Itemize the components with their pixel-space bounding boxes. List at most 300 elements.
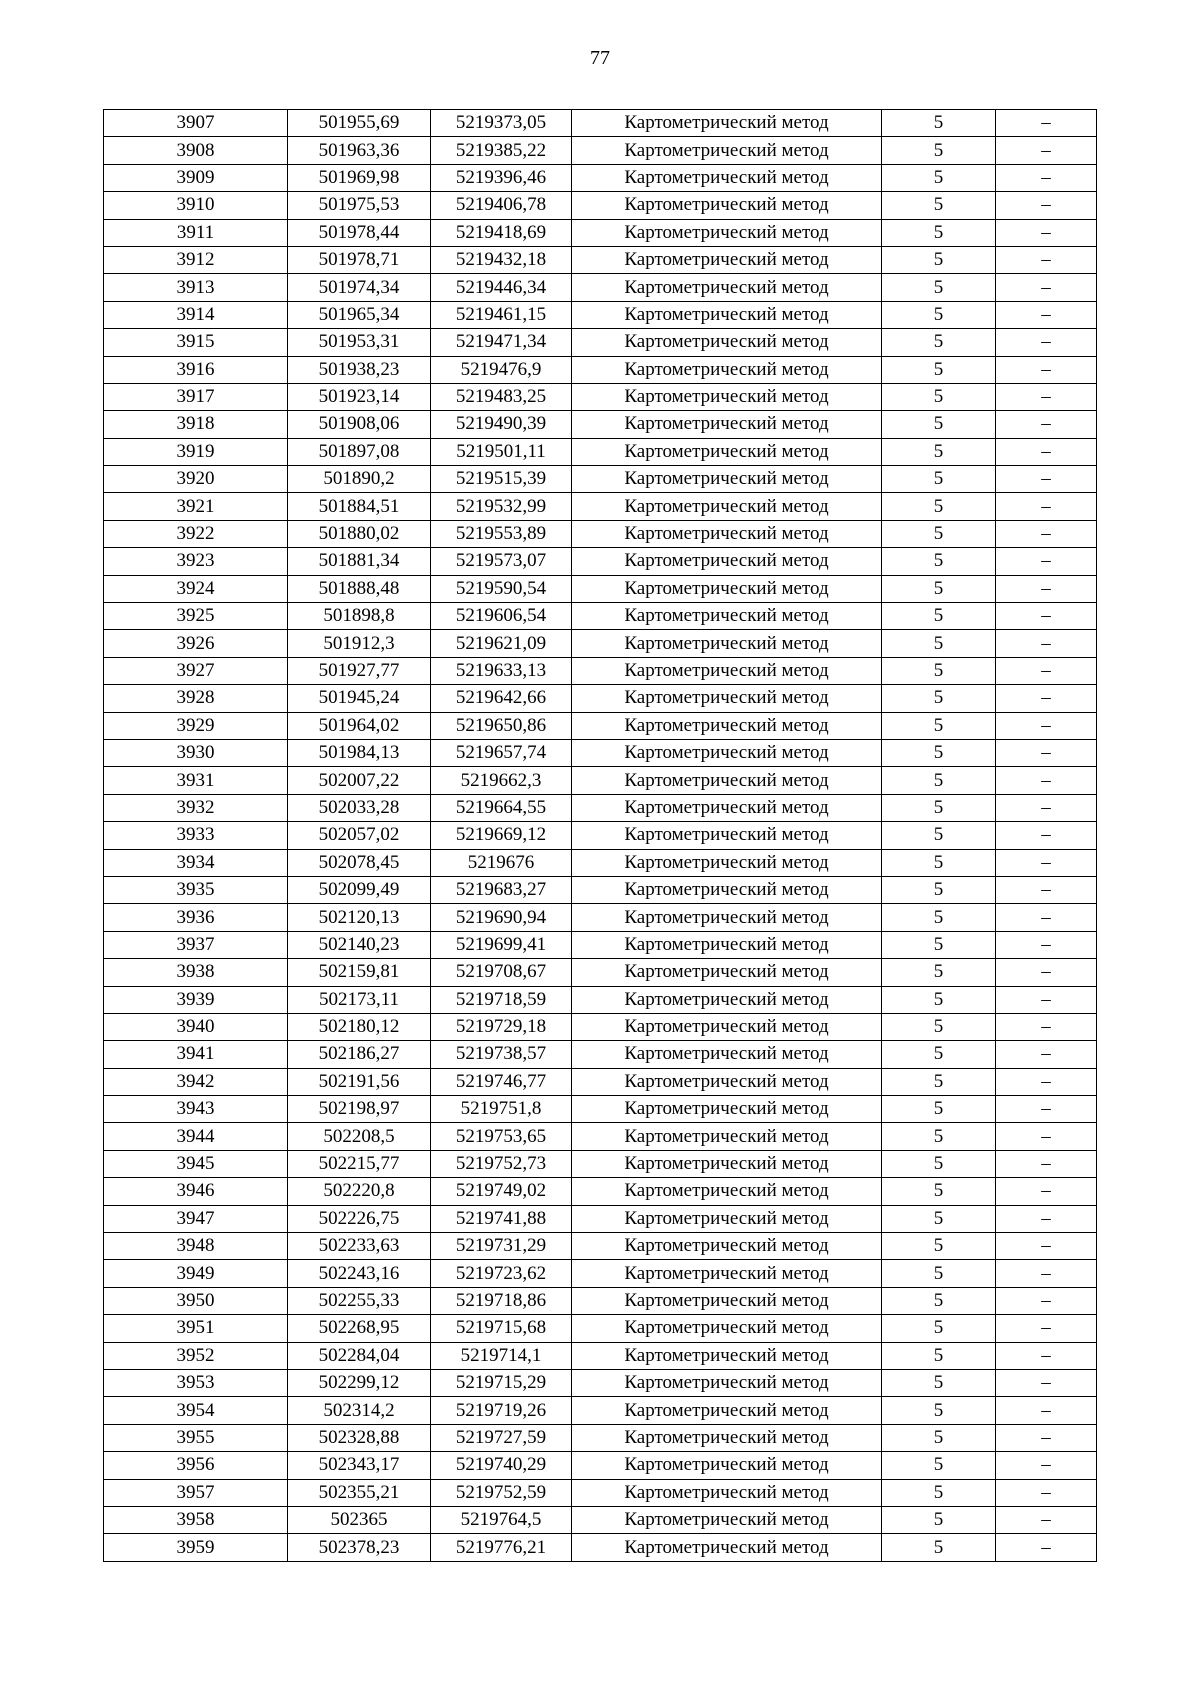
table-row <box>104 849 1097 876</box>
note-cell: – <box>996 411 1097 438</box>
accuracy-cell: 5 <box>882 1123 996 1150</box>
x-coordinate-cell: 501881,34 <box>288 548 431 575</box>
table-row <box>104 1041 1097 1068</box>
note-cell: – <box>996 301 1097 328</box>
method-cell: Картометрический метод <box>572 383 882 410</box>
method-cell: Картометрический метод <box>572 1342 882 1369</box>
y-coordinate-cell: 5219662,3 <box>431 767 572 794</box>
note-cell: – <box>996 575 1097 602</box>
table-row <box>104 1479 1097 1506</box>
note-cell: – <box>996 1260 1097 1287</box>
table-row <box>104 959 1097 986</box>
y-coordinate-cell: 5219590,54 <box>431 575 572 602</box>
accuracy-cell: 5 <box>882 739 996 766</box>
accuracy-cell: 5 <box>882 1041 996 1068</box>
y-coordinate-cell: 5219573,07 <box>431 548 572 575</box>
note-cell: – <box>996 1342 1097 1369</box>
x-coordinate-cell: 502186,27 <box>288 1041 431 1068</box>
x-coordinate-cell: 502220,8 <box>288 1178 431 1205</box>
accuracy-cell: 5 <box>882 1068 996 1095</box>
x-coordinate-cell: 501955,69 <box>288 110 431 137</box>
x-coordinate-cell: 501912,3 <box>288 630 431 657</box>
x-coordinate-cell: 502140,23 <box>288 931 431 958</box>
table-row <box>104 1342 1097 1369</box>
point-number-cell: 3921 <box>104 493 288 520</box>
y-coordinate-cell: 5219446,34 <box>431 274 572 301</box>
x-coordinate-cell: 501898,8 <box>288 603 431 630</box>
method-cell: Картометрический метод <box>572 1534 882 1561</box>
x-coordinate-cell: 502355,21 <box>288 1479 431 1506</box>
y-coordinate-cell: 5219718,86 <box>431 1287 572 1314</box>
table-row <box>104 329 1097 356</box>
y-coordinate-cell: 5219532,99 <box>431 493 572 520</box>
y-coordinate-cell: 5219490,39 <box>431 411 572 438</box>
method-cell: Картометрический метод <box>572 1260 882 1287</box>
point-number-cell: 3919 <box>104 438 288 465</box>
table-row <box>104 1013 1097 1040</box>
note-cell: – <box>996 712 1097 739</box>
y-coordinate-cell: 5219752,59 <box>431 1479 572 1506</box>
point-number-cell: 3954 <box>104 1397 288 1424</box>
table-row <box>104 1205 1097 1232</box>
point-number-cell: 3923 <box>104 548 288 575</box>
point-number-cell: 3926 <box>104 630 288 657</box>
table-row <box>104 110 1097 137</box>
method-cell: Картометрический метод <box>572 904 882 931</box>
note-cell: – <box>996 603 1097 630</box>
y-coordinate-cell: 5219553,89 <box>431 520 572 547</box>
point-number-cell: 3947 <box>104 1205 288 1232</box>
table-row <box>104 356 1097 383</box>
table-row <box>104 520 1097 547</box>
note-cell: – <box>996 493 1097 520</box>
point-number-cell: 3908 <box>104 137 288 164</box>
x-coordinate-cell: 501953,31 <box>288 329 431 356</box>
accuracy-cell: 5 <box>882 657 996 684</box>
table-row <box>104 1397 1097 1424</box>
x-coordinate-cell: 501938,23 <box>288 356 431 383</box>
y-coordinate-cell: 5219714,1 <box>431 1342 572 1369</box>
accuracy-cell: 5 <box>882 1287 996 1314</box>
note-cell: – <box>996 329 1097 356</box>
point-number-cell: 3933 <box>104 822 288 849</box>
table-row <box>104 1123 1097 1150</box>
note-cell: – <box>996 657 1097 684</box>
accuracy-cell: 5 <box>882 411 996 438</box>
y-coordinate-cell: 5219776,21 <box>431 1534 572 1561</box>
y-coordinate-cell: 5219396,46 <box>431 164 572 191</box>
y-coordinate-cell: 5219729,18 <box>431 1013 572 1040</box>
accuracy-cell: 5 <box>882 1178 996 1205</box>
method-cell: Картометрический метод <box>572 1041 882 1068</box>
method-cell: Картометрический метод <box>572 630 882 657</box>
x-coordinate-cell: 502226,75 <box>288 1205 431 1232</box>
note-cell: – <box>996 1205 1097 1232</box>
note-cell: – <box>996 1452 1097 1479</box>
x-coordinate-cell: 501890,2 <box>288 466 431 493</box>
y-coordinate-cell: 5219715,29 <box>431 1369 572 1396</box>
method-cell: Картометрический метод <box>572 1123 882 1150</box>
note-cell: – <box>996 356 1097 383</box>
method-cell: Картометрический метод <box>572 1315 882 1342</box>
accuracy-cell: 5 <box>882 1397 996 1424</box>
accuracy-cell: 5 <box>882 767 996 794</box>
note-cell: – <box>996 931 1097 958</box>
note-cell: – <box>996 1123 1097 1150</box>
y-coordinate-cell: 5219483,25 <box>431 383 572 410</box>
note-cell: – <box>996 1096 1097 1123</box>
y-coordinate-cell: 5219676 <box>431 849 572 876</box>
accuracy-cell: 5 <box>882 959 996 986</box>
x-coordinate-cell: 502078,45 <box>288 849 431 876</box>
x-coordinate-cell: 502191,56 <box>288 1068 431 1095</box>
point-number-cell: 3958 <box>104 1506 288 1533</box>
method-cell: Картометрический метод <box>572 959 882 986</box>
table-row <box>104 301 1097 328</box>
note-cell: – <box>996 1479 1097 1506</box>
y-coordinate-cell: 5219515,39 <box>431 466 572 493</box>
y-coordinate-cell: 5219669,12 <box>431 822 572 849</box>
point-number-cell: 3952 <box>104 1342 288 1369</box>
x-coordinate-cell: 501965,34 <box>288 301 431 328</box>
accuracy-cell: 5 <box>882 575 996 602</box>
note-cell: – <box>996 137 1097 164</box>
y-coordinate-cell: 5219723,62 <box>431 1260 572 1287</box>
table-body <box>104 110 1097 1562</box>
accuracy-cell: 5 <box>882 164 996 191</box>
note-cell: – <box>996 1424 1097 1451</box>
table-row <box>104 1369 1097 1396</box>
point-number-cell: 3941 <box>104 1041 288 1068</box>
point-number-cell: 3929 <box>104 712 288 739</box>
x-coordinate-cell: 502159,81 <box>288 959 431 986</box>
y-coordinate-cell: 5219731,29 <box>431 1233 572 1260</box>
point-number-cell: 3945 <box>104 1150 288 1177</box>
x-coordinate-cell: 501880,02 <box>288 520 431 547</box>
accuracy-cell: 5 <box>882 1369 996 1396</box>
y-coordinate-cell: 5219418,69 <box>431 219 572 246</box>
accuracy-cell: 5 <box>882 1424 996 1451</box>
y-coordinate-cell: 5219741,88 <box>431 1205 572 1232</box>
accuracy-cell: 5 <box>882 685 996 712</box>
method-cell: Картометрический метод <box>572 1178 882 1205</box>
note-cell: – <box>996 466 1097 493</box>
x-coordinate-cell: 501897,08 <box>288 438 431 465</box>
x-coordinate-cell: 502299,12 <box>288 1369 431 1396</box>
point-number-cell: 3951 <box>104 1315 288 1342</box>
accuracy-cell: 5 <box>882 1534 996 1561</box>
x-coordinate-cell: 501908,06 <box>288 411 431 438</box>
y-coordinate-cell: 5219752,73 <box>431 1150 572 1177</box>
method-cell: Картометрический метод <box>572 246 882 273</box>
point-number-cell: 3909 <box>104 164 288 191</box>
y-coordinate-cell: 5219751,8 <box>431 1096 572 1123</box>
point-number-cell: 3959 <box>104 1534 288 1561</box>
y-coordinate-cell: 5219683,27 <box>431 876 572 903</box>
point-number-cell: 3920 <box>104 466 288 493</box>
x-coordinate-cell: 502033,28 <box>288 794 431 821</box>
y-coordinate-cell: 5219476,9 <box>431 356 572 383</box>
point-number-cell: 3931 <box>104 767 288 794</box>
table-row <box>104 438 1097 465</box>
y-coordinate-cell: 5219664,55 <box>431 794 572 821</box>
note-cell: – <box>996 383 1097 410</box>
y-coordinate-cell: 5219727,59 <box>431 1424 572 1451</box>
method-cell: Картометрический метод <box>572 1233 882 1260</box>
method-cell: Картометрический метод <box>572 767 882 794</box>
method-cell: Картометрический метод <box>572 1424 882 1451</box>
accuracy-cell: 5 <box>882 904 996 931</box>
point-number-cell: 3939 <box>104 986 288 1013</box>
coordinates-table <box>103 109 1097 1562</box>
method-cell: Картометрический метод <box>572 876 882 903</box>
table-row <box>104 794 1097 821</box>
method-cell: Картометрический метод <box>572 1506 882 1533</box>
table-row <box>104 137 1097 164</box>
point-number-cell: 3953 <box>104 1369 288 1396</box>
accuracy-cell: 5 <box>882 931 996 958</box>
x-coordinate-cell: 502255,33 <box>288 1287 431 1314</box>
y-coordinate-cell: 5219621,09 <box>431 630 572 657</box>
method-cell: Картометрический метод <box>572 1205 882 1232</box>
y-coordinate-cell: 5219606,54 <box>431 603 572 630</box>
accuracy-cell: 5 <box>882 219 996 246</box>
point-number-cell: 3943 <box>104 1096 288 1123</box>
x-coordinate-cell: 501978,71 <box>288 246 431 273</box>
accuracy-cell: 5 <box>882 356 996 383</box>
method-cell: Картометрический метод <box>572 1397 882 1424</box>
method-cell: Картометрический метод <box>572 794 882 821</box>
table-row <box>104 493 1097 520</box>
method-cell: Картометрический метод <box>572 301 882 328</box>
method-cell: Картометрический метод <box>572 849 882 876</box>
method-cell: Картометрический метод <box>572 520 882 547</box>
y-coordinate-cell: 5219708,67 <box>431 959 572 986</box>
y-coordinate-cell: 5219746,77 <box>431 1068 572 1095</box>
x-coordinate-cell: 502198,97 <box>288 1096 431 1123</box>
note-cell: – <box>996 438 1097 465</box>
accuracy-cell: 5 <box>882 548 996 575</box>
point-number-cell: 3922 <box>104 520 288 547</box>
method-cell: Картометрический метод <box>572 712 882 739</box>
point-number-cell: 3956 <box>104 1452 288 1479</box>
point-number-cell: 3913 <box>104 274 288 301</box>
table-row <box>104 383 1097 410</box>
method-cell: Картометрический метод <box>572 1150 882 1177</box>
method-cell: Картометрический метод <box>572 739 882 766</box>
x-coordinate-cell: 501923,14 <box>288 383 431 410</box>
table-row <box>104 630 1097 657</box>
method-cell: Картометрический метод <box>572 1369 882 1396</box>
accuracy-cell: 5 <box>882 1013 996 1040</box>
method-cell: Картометрический метод <box>572 986 882 1013</box>
accuracy-cell: 5 <box>882 712 996 739</box>
point-number-cell: 3940 <box>104 1013 288 1040</box>
x-coordinate-cell: 501964,02 <box>288 712 431 739</box>
note-cell: – <box>996 822 1097 849</box>
table-row <box>104 876 1097 903</box>
table-row <box>104 164 1097 191</box>
y-coordinate-cell: 5219633,13 <box>431 657 572 684</box>
note-cell: – <box>996 548 1097 575</box>
accuracy-cell: 5 <box>882 383 996 410</box>
point-number-cell: 3911 <box>104 219 288 246</box>
note-cell: – <box>996 794 1097 821</box>
y-coordinate-cell: 5219690,94 <box>431 904 572 931</box>
note-cell: – <box>996 192 1097 219</box>
accuracy-cell: 5 <box>882 1315 996 1342</box>
table-row <box>104 219 1097 246</box>
note-cell: – <box>996 986 1097 1013</box>
x-coordinate-cell: 502215,77 <box>288 1150 431 1177</box>
accuracy-cell: 5 <box>882 1205 996 1232</box>
method-cell: Картометрический метод <box>572 329 882 356</box>
method-cell: Картометрический метод <box>572 685 882 712</box>
x-coordinate-cell: 501978,44 <box>288 219 431 246</box>
y-coordinate-cell: 5219719,26 <box>431 1397 572 1424</box>
method-cell: Картометрический метод <box>572 822 882 849</box>
x-coordinate-cell: 502268,95 <box>288 1315 431 1342</box>
note-cell: – <box>996 767 1097 794</box>
accuracy-cell: 5 <box>882 493 996 520</box>
method-cell: Картометрический метод <box>572 603 882 630</box>
x-coordinate-cell: 501888,48 <box>288 575 431 602</box>
x-coordinate-cell: 501984,13 <box>288 739 431 766</box>
x-coordinate-cell: 502284,04 <box>288 1342 431 1369</box>
accuracy-cell: 5 <box>882 329 996 356</box>
table-row <box>104 685 1097 712</box>
point-number-cell: 3924 <box>104 575 288 602</box>
y-coordinate-cell: 5219642,66 <box>431 685 572 712</box>
x-coordinate-cell: 502057,02 <box>288 822 431 849</box>
y-coordinate-cell: 5219657,74 <box>431 739 572 766</box>
method-cell: Картометрический метод <box>572 1013 882 1040</box>
y-coordinate-cell: 5219749,02 <box>431 1178 572 1205</box>
point-number-cell: 3944 <box>104 1123 288 1150</box>
y-coordinate-cell: 5219650,86 <box>431 712 572 739</box>
method-cell: Картометрический метод <box>572 110 882 137</box>
x-coordinate-cell: 502378,23 <box>288 1534 431 1561</box>
point-number-cell: 3946 <box>104 1178 288 1205</box>
accuracy-cell: 5 <box>882 438 996 465</box>
point-number-cell: 3949 <box>104 1260 288 1287</box>
y-coordinate-cell: 5219699,41 <box>431 931 572 958</box>
y-coordinate-cell: 5219715,68 <box>431 1315 572 1342</box>
point-number-cell: 3957 <box>104 1479 288 1506</box>
accuracy-cell: 5 <box>882 1452 996 1479</box>
table-row <box>104 192 1097 219</box>
x-coordinate-cell: 501975,53 <box>288 192 431 219</box>
method-cell: Картометрический метод <box>572 493 882 520</box>
point-number-cell: 3938 <box>104 959 288 986</box>
table-row <box>104 986 1097 1013</box>
table-row <box>104 1150 1097 1177</box>
note-cell: – <box>996 164 1097 191</box>
note-cell: – <box>996 1178 1097 1205</box>
accuracy-cell: 5 <box>882 986 996 1013</box>
x-coordinate-cell: 502328,88 <box>288 1424 431 1451</box>
method-cell: Картометрический метод <box>572 137 882 164</box>
table-row <box>104 411 1097 438</box>
method-cell: Картометрический метод <box>572 1479 882 1506</box>
x-coordinate-cell: 501945,24 <box>288 685 431 712</box>
x-coordinate-cell: 502233,63 <box>288 1233 431 1260</box>
y-coordinate-cell: 5219501,11 <box>431 438 572 465</box>
method-cell: Картометрический метод <box>572 657 882 684</box>
y-coordinate-cell: 5219461,15 <box>431 301 572 328</box>
point-number-cell: 3934 <box>104 849 288 876</box>
accuracy-cell: 5 <box>882 1342 996 1369</box>
method-cell: Картометрический метод <box>572 192 882 219</box>
point-number-cell: 3948 <box>104 1233 288 1260</box>
table-row <box>104 1287 1097 1314</box>
y-coordinate-cell: 5219471,34 <box>431 329 572 356</box>
page-number: 77 <box>590 47 610 69</box>
method-cell: Картометрический метод <box>572 356 882 383</box>
x-coordinate-cell: 502365 <box>288 1506 431 1533</box>
table-row <box>104 1315 1097 1342</box>
note-cell: – <box>996 219 1097 246</box>
note-cell: – <box>996 876 1097 903</box>
method-cell: Картометрический метод <box>572 931 882 958</box>
table-row <box>104 767 1097 794</box>
accuracy-cell: 5 <box>882 603 996 630</box>
table-row <box>104 548 1097 575</box>
x-coordinate-cell: 502314,2 <box>288 1397 431 1424</box>
accuracy-cell: 5 <box>882 137 996 164</box>
point-number-cell: 3915 <box>104 329 288 356</box>
accuracy-cell: 5 <box>882 876 996 903</box>
x-coordinate-cell: 501969,98 <box>288 164 431 191</box>
point-number-cell: 3916 <box>104 356 288 383</box>
point-number-cell: 3930 <box>104 739 288 766</box>
accuracy-cell: 5 <box>882 1479 996 1506</box>
y-coordinate-cell: 5219764,5 <box>431 1506 572 1533</box>
table-row <box>104 904 1097 931</box>
accuracy-cell: 5 <box>882 110 996 137</box>
table-row <box>104 712 1097 739</box>
y-coordinate-cell: 5219432,18 <box>431 246 572 273</box>
point-number-cell: 3942 <box>104 1068 288 1095</box>
point-number-cell: 3932 <box>104 794 288 821</box>
table-row <box>104 1178 1097 1205</box>
note-cell: – <box>996 739 1097 766</box>
table-row <box>104 1534 1097 1561</box>
x-coordinate-cell: 502180,12 <box>288 1013 431 1040</box>
note-cell: – <box>996 246 1097 273</box>
table-row <box>104 1233 1097 1260</box>
y-coordinate-cell: 5219718,59 <box>431 986 572 1013</box>
note-cell: – <box>996 685 1097 712</box>
accuracy-cell: 5 <box>882 466 996 493</box>
method-cell: Картометрический метод <box>572 1096 882 1123</box>
table-row <box>104 739 1097 766</box>
accuracy-cell: 5 <box>882 630 996 657</box>
accuracy-cell: 5 <box>882 1233 996 1260</box>
table-row <box>104 1424 1097 1451</box>
method-cell: Картометрический метод <box>572 438 882 465</box>
table-row <box>104 657 1097 684</box>
method-cell: Картометрический метод <box>572 274 882 301</box>
point-number-cell: 3910 <box>104 192 288 219</box>
note-cell: – <box>996 1534 1097 1561</box>
x-coordinate-cell: 502099,49 <box>288 876 431 903</box>
point-number-cell: 3912 <box>104 246 288 273</box>
x-coordinate-cell: 502208,5 <box>288 1123 431 1150</box>
x-coordinate-cell: 501884,51 <box>288 493 431 520</box>
note-cell: – <box>996 849 1097 876</box>
table-row <box>104 1452 1097 1479</box>
